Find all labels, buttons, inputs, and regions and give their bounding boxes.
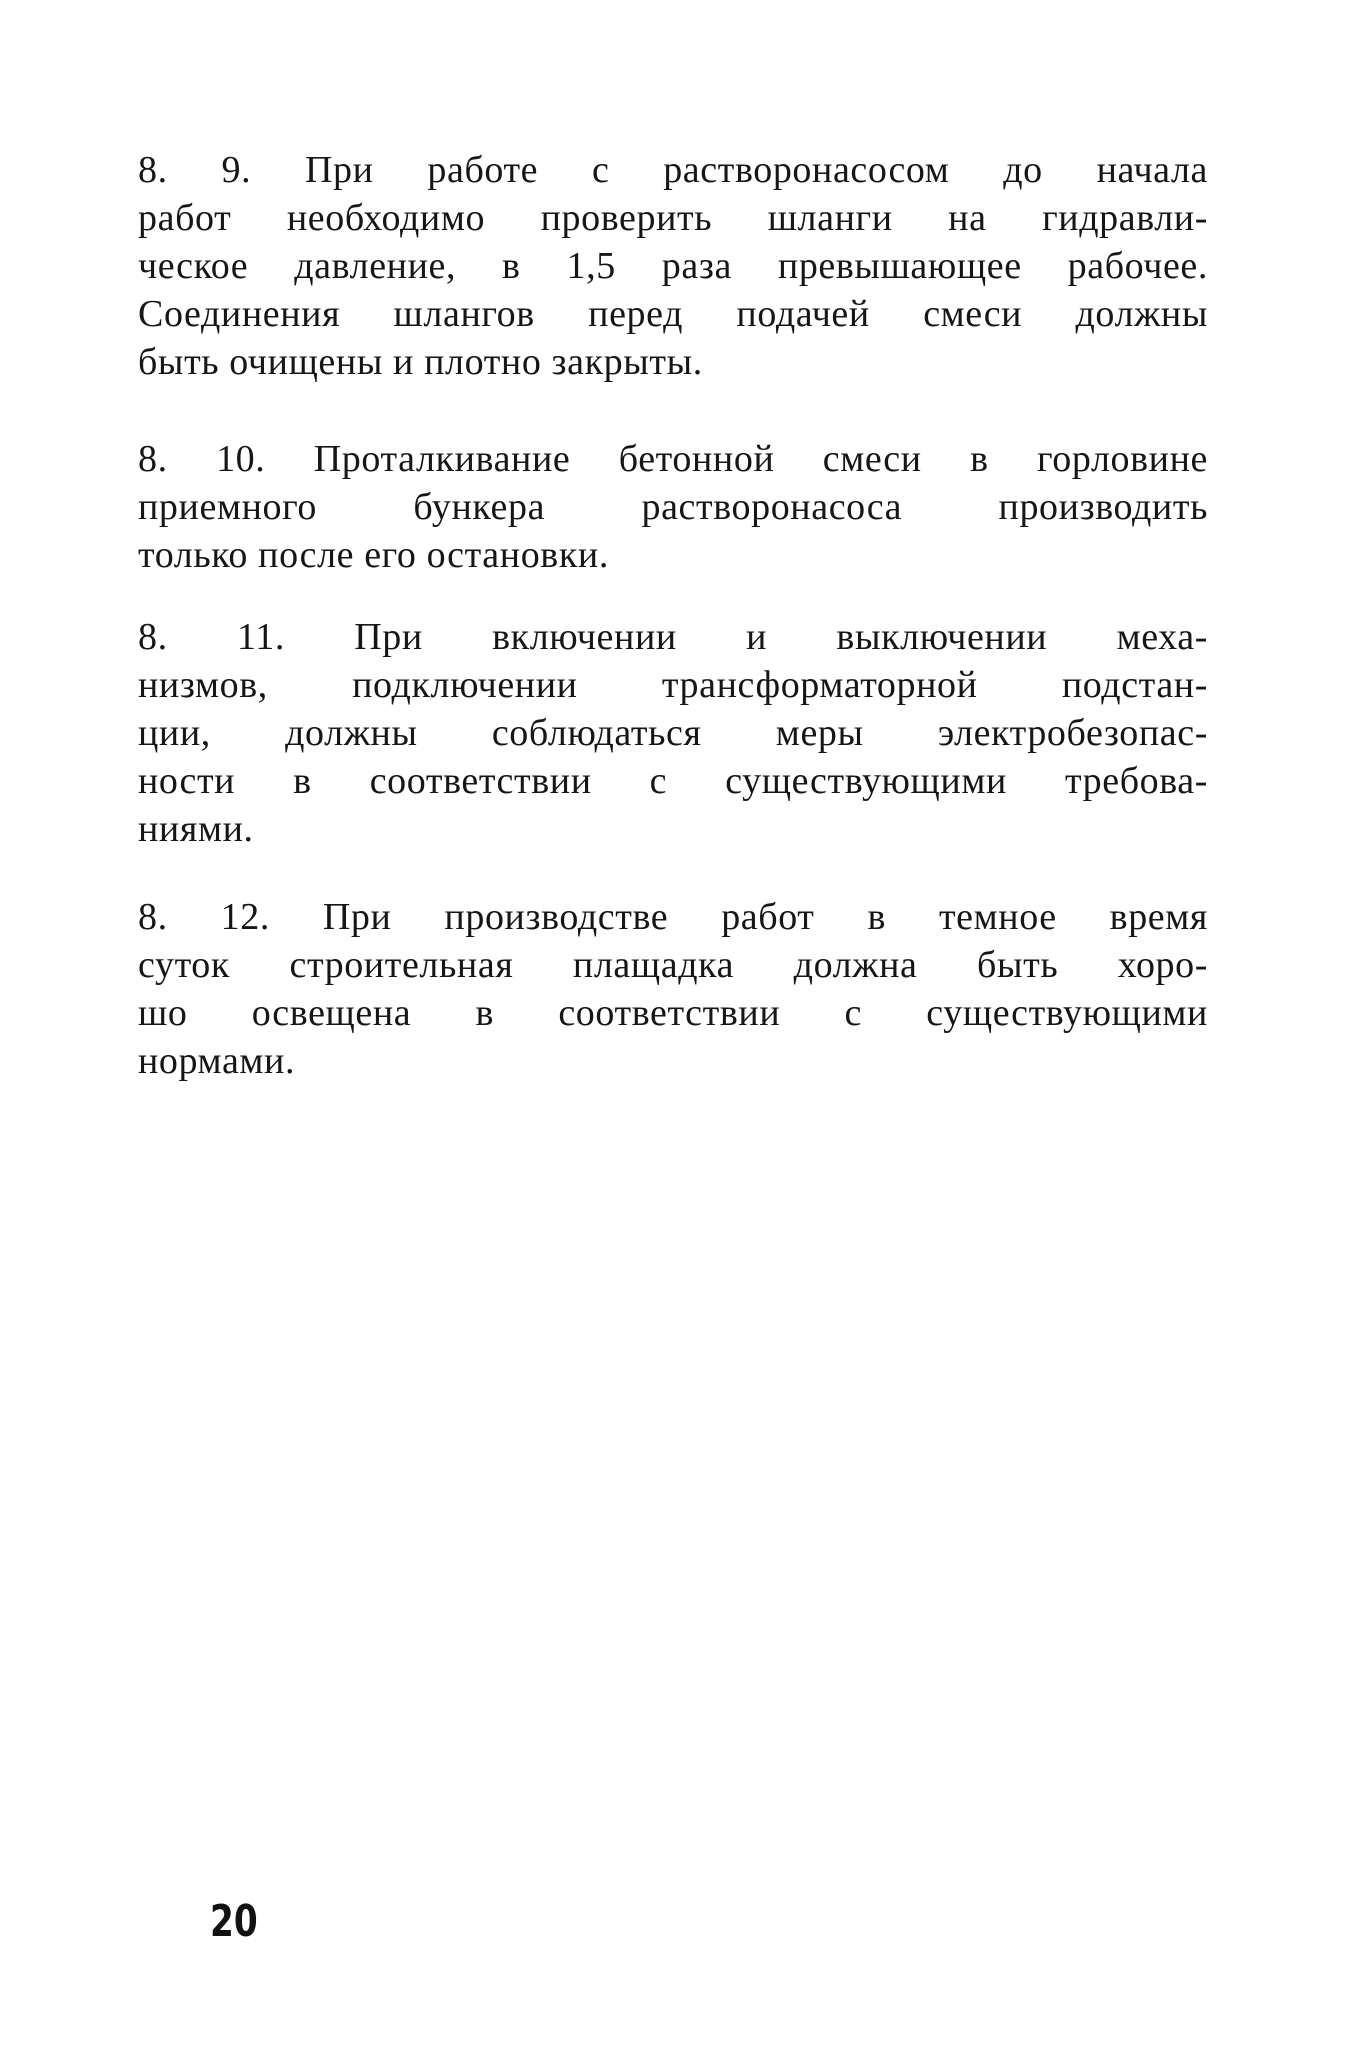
paragraph-line: работ необходимо проверить шланги на гидравли- <box>138 197 1208 239</box>
paragraph-8-9 <box>138 146 1208 386</box>
paragraph-line: быть очищены и плотно закрыты. <box>138 341 703 383</box>
paragraph-line: низмов, подключении трансформаторной подстан- <box>138 664 1208 706</box>
paragraph-line: нормами. <box>138 1040 296 1082</box>
paragraph-line: приемного бункера растворонасоса производить <box>138 486 1208 528</box>
paragraph-line: 8. 12. При производстве работ в темное время <box>138 896 1208 938</box>
paragraph-line: ции, должны соблюдаться меры электробезопас- <box>138 712 1208 754</box>
paragraph-line: 8. 11. При включении и выключении меха- <box>138 616 1208 658</box>
paragraph-8-12 <box>138 893 1208 1085</box>
paragraph-line: ности в соответствии с существующими требова- <box>138 760 1208 802</box>
paragraph-line: только после его остановки. <box>138 534 609 576</box>
paragraph-line: ниями. <box>138 808 254 850</box>
paragraph-line: ческое давление, в 1,5 раза превышающее рабочее. <box>138 245 1208 287</box>
paragraph-line: суток строительная плащадка должна быть хоро- <box>138 944 1208 986</box>
paragraph-line: шо освещена в соответствии с существующими <box>138 992 1208 1034</box>
paragraph-8-11 <box>138 613 1208 853</box>
page-number: 20 <box>210 1896 258 1947</box>
paragraph-line: 8. 9. При работе с растворонасосом до начала <box>138 149 1208 191</box>
paragraph-8-10 <box>138 435 1208 579</box>
paragraph-line: Соединения шлангов перед подачей смеси должны <box>138 293 1208 335</box>
paragraph-line: 8. 10. Проталкивание бетонной смеси в горловине <box>138 438 1208 480</box>
